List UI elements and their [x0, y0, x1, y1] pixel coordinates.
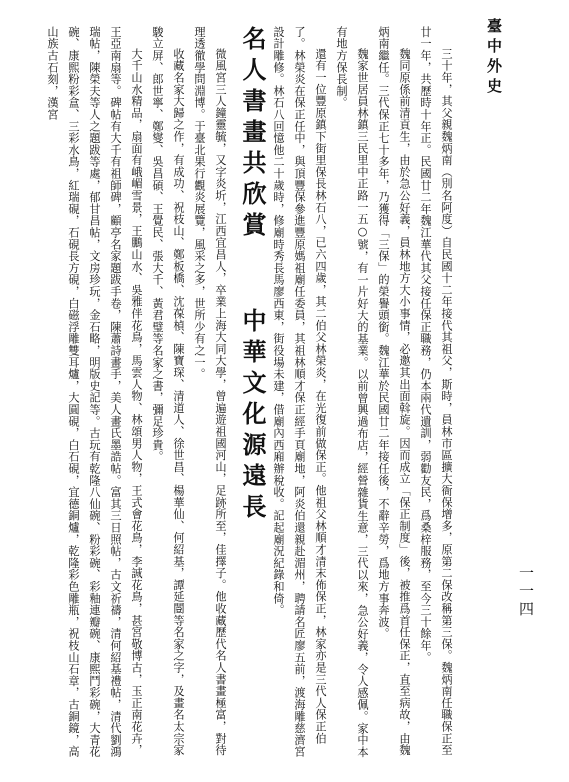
running-title: 臺中外史 [485, 18, 503, 98]
page-number: 一一四 [517, 565, 535, 619]
article-paragraph-2: 收藏名家大歸之作，有成功、祝枝山、鄭板橋、沈葆楨、陳寶琛、清道人、徐世昌、楊華仙、何紹基，譚延闓等名家之字，及畫名太宗家駿立屏、郎世寧、鄭燮、吳昌碩、王覺民、張大千、黃君璧等名家之書，彌足珍貴。 [151, 26, 185, 757]
article-title: 名人書畫共欣賞 [238, 26, 266, 243]
paragraph-1: 三十年，其父親魏炳南（別名阿度）自民國十二年接代其祖父，斯時，員林市區擴大衙保增多，原第二保改稱第三保。魏炳南任職保正至廿一年，共歷時十年正。民國廿二年魏江華代其父接任保正職務，仍本兩代遺訓，弱勸友民，爲桑梓服務，至今三十餘年。 [419, 26, 453, 757]
article-paragraph-1: 微風宮三人鐘靈毓，又字炎圻，江西宜昌人，卒業上海大同大學，曾遍遊祖國河山，足跡所至，佳擇子。他收藏歷代名人書畫極富，對待理透徹學問淵博。于臺北果行觀炎展覽，風采之多，世所少有之一。 [193, 26, 227, 757]
article-heading [238, 26, 266, 766]
paragraph-4: 還有一位豐原鎮下街里保長林石八，已六四歲，其二伯父林榮炎，在光復前做保正。他祖父林順才清末佈保正，林家亦是三代人保正伯了。林榮炎在保正任中，與頂豐保參進豐原媽祖廟任委員，其祖林順才保正經手頁廟地，阿炎伯還親赴湄州，聘請名匠廖五前，渡海雕慈濟宮設計雕修。林石八回憶他二十歲時，修廟時秀長馬廖西東，街役場未建，借廟內西廂辦稅收。記起廟況紀錄和倚。 [272, 26, 327, 758]
article-subtitle: 中華文化源遠長 [238, 308, 266, 525]
paragraph-3: 魏家世居員林鎮三民里中正路一五○號，有一片好大的基業。以前曾興過布店，經營雜貨生意，三代以來，急公好義，令人感佩。家中本有地方保長制。 [335, 26, 369, 759]
article-paragraph-3: 大千山水精品，扇面有峨嵋雪景，王鵬山水、吳雅伴花鳥，馬雲人物、林頌男人物，王式會花鳥，李誠花鳥，甚宮敬博古，玉正南花卉，王亞南扇等。碑帖有大千有祖師碑，顧亭名家題跋手卷，陳蕭詩畫手，美人畫氏墨誥帖。富其三日照帖，古文祈禱，清何紹基禮帖，清代劉鴻瑞帖，陳榮夫等人之題跋等處，郁甘昌帖，文房珍玩，金石略，明版史記等。古玩有乾隆八仙碗、粉彩碗、彩釉連瓣碗、康熙鬥彩碗，大青花碗、康熙粉彩盒、三彩水鳥，紅瑞硯，石硯長方硯，白磁浮雕雙耳爐，大圓硯，白石硯，宜德銅爐，乾隆彩色雕瓶，祝枝山石章，古銅鏡，高山族古石刻，漢宮 [46, 26, 143, 758]
main-text-block [17, 26, 457, 766]
paragraph-2: 魏同原係前清貢生，由於急公好義，員林地方大小事情，必邀其出面斡旋。因而成立「保正制度」後，被推爲首任保正，直至病故，由魏炳南繼任。三代保正七十多年，乃獲得「三保」的榮譽頭銜。魏江華於民國廿二年接任後，不辭辛勞，爲地方事奔波。 [377, 26, 411, 757]
